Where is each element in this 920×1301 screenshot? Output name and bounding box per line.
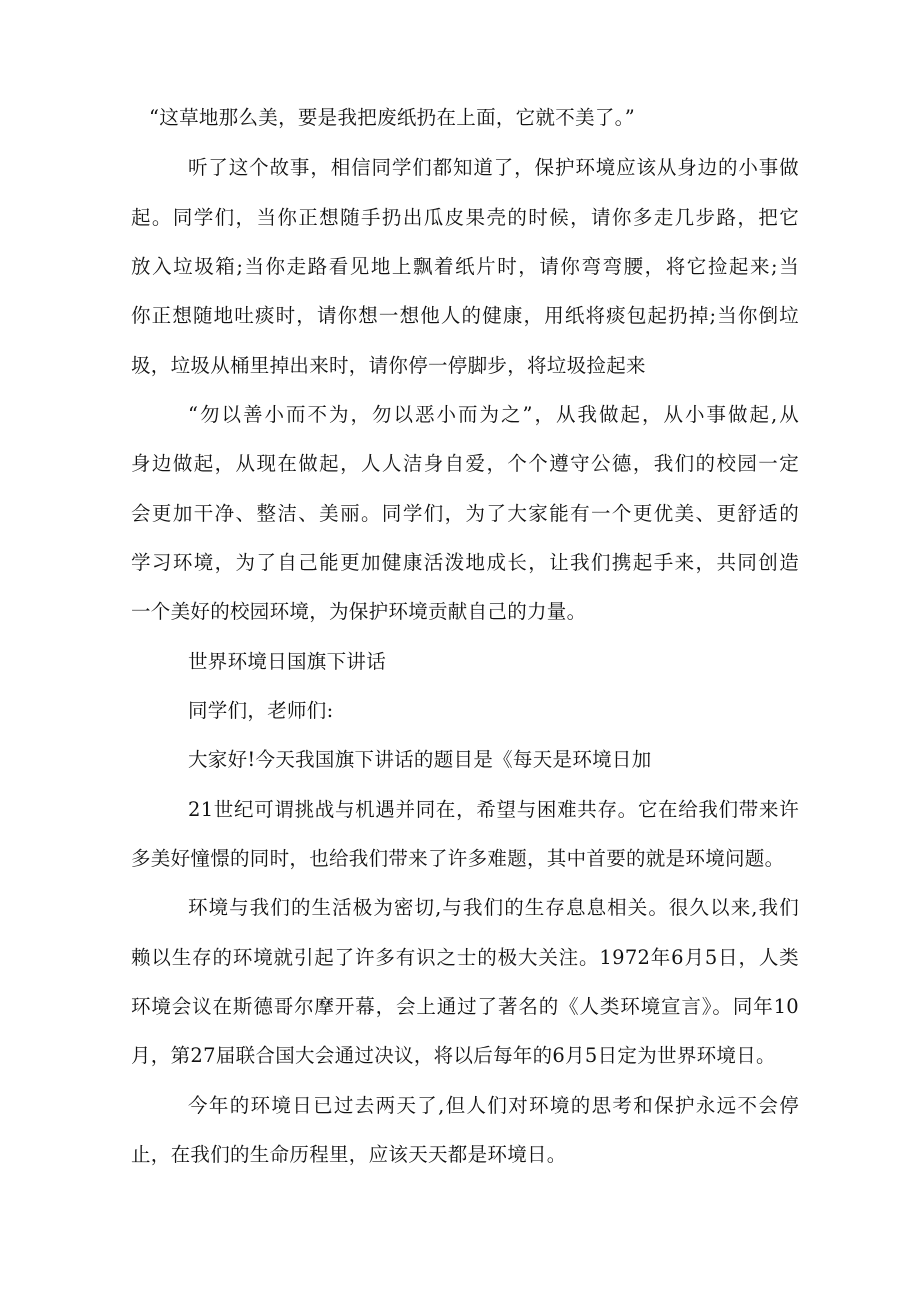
paragraph-line: 你正想随地吐痰时，请你想一想他人的健康，用纸将痰包起扔掉;当你倒垃 (131, 304, 799, 327)
paragraph-line: 环境会议在斯德哥尔摩开幕，会上通过了著名的《人类环境宣言》。同年10 (131, 995, 799, 1018)
paragraph-line: 听了这个故事，相信同学们都知道了，保护环境应该从身边的小事做 (188, 156, 799, 179)
greeting-line: 大家好!今天我国旗下讲话的题目是《每天是环境日加 (188, 748, 652, 771)
paragraph-line: 止，在我们的生命历程里，应该天天都是环境日。 (131, 1143, 567, 1166)
speech-title: 世界环境日国旗下讲话 (188, 650, 387, 673)
salutation-line: 同学们，老师们: (188, 699, 334, 722)
paragraph-line: 今年的环境日已过去两天了,但人们对环境的思考和保护永远不会停 (188, 1094, 799, 1117)
paragraph-line: 起。同学们，当你正想随手扔出瓜皮果壳的时候，请你多走几步路，把它 (131, 206, 799, 229)
paragraph-line: 学习环境，为了自己能更加健康活泼地成长，让我们携起手来，共同创造 (131, 551, 799, 574)
paragraph-line: 环境与我们的生活极为密切,与我们的生存息息相关。很久以来,我们 (188, 896, 799, 919)
paragraph-line: 一个美好的校园环境，为保护环境贡献自己的力量。 (131, 600, 587, 623)
paragraph-line: 赖以生存的环境就引起了许多有识之士的极大关注。1972年6月5日，人类 (131, 946, 799, 969)
paragraph-line: 21世纪可谓挑战与机遇并同在，希望与困难共存。它在给我们带来许 (188, 798, 799, 821)
paragraph-line: 身边做起，从现在做起，人人洁身自爱，个个遵守公德，我们的校园一定 (131, 452, 799, 475)
quote-line: “这草地那么美，要是我把废纸扔在上面，它就不美了。” (149, 106, 635, 129)
paragraph-line: 月，第27届联合国大会通过决议，将以后每年的6月5日定为世界环境日。 (131, 1044, 776, 1067)
paragraph-line: 多美好憧憬的同时，也给我们带来了许多难题，其中首要的就是环境问题。 (131, 847, 785, 870)
paragraph-line: 放入垃圾箱;当你走路看见地上飘着纸片时，请你弯弯腰，将它捡起来;当 (131, 255, 799, 278)
paragraph-line: 会更加干净、整洁、美丽。同学们，为了大家能有一个更优美、更舒适的 (131, 502, 799, 525)
paragraph-line: 圾，垃圾从桶里掉出来时，请你停一停脚步，将垃圾捡起来 (131, 354, 646, 377)
paragraph-line: “勿以善小而不为，勿以恶小而为之”，从我做起，从小事做起,从 (188, 403, 799, 426)
